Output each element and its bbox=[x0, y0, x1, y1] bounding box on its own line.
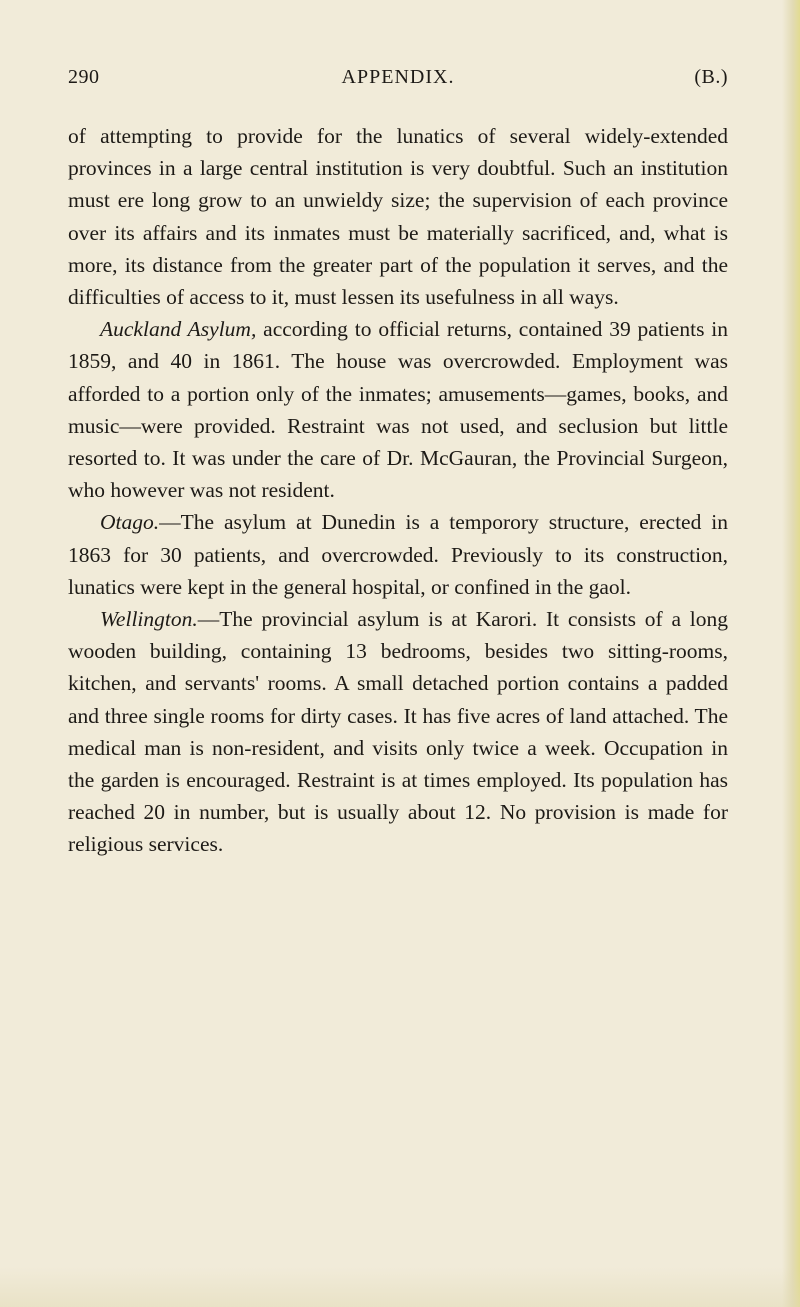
paragraph-auckland bbox=[68, 313, 728, 506]
paragraph-text: —The asylum at Dunedin is a temporory structure, erected in 1863 for 30 patients, and overcrowded. Previously to its construction, lunatics were kept in the general hospital, or confined in the gaol. bbox=[68, 510, 728, 599]
paragraph-lead: Wellington. bbox=[100, 607, 198, 632]
page-number: 290 bbox=[68, 66, 100, 88]
paragraph-otago bbox=[68, 506, 728, 603]
running-head bbox=[68, 66, 728, 96]
paragraph-text: —The provincial asylum is at Karori. It consists of a long wooden building, containing 13 bedrooms, besides two sitting-rooms, kitchen, and servants' rooms. A small detached portion contains a padded and three single rooms for dirty cases. It has five acres of land attached. The medical man is non-resident, and visits only twice a week. Occupation in the garden is encouraged. Restraint is at times employed. Its population has reached 20 in number, but is usually about 12. No provision is made for religious services. bbox=[68, 607, 728, 857]
paragraph-lead: Otago. bbox=[100, 510, 160, 535]
paragraph-continuation bbox=[68, 120, 728, 313]
paragraph-wellington bbox=[68, 603, 728, 861]
page-edge-shading bbox=[782, 0, 800, 1307]
section-mark: (B.) bbox=[694, 66, 728, 88]
paragraph-text: of attempting to provide for the lunatics of several widely-extended provinces in a large central institution is very doubtful. Such an institution must ere long grow to an unwieldy size; the supervision of each province over its affairs and its inmates must be materially sacrificed, and, what is more, its distance from the greater part of the population it serves, and the difficulties of access to it, must lessen its usefulness in all ways. bbox=[68, 124, 728, 310]
running-title: APPENDIX. bbox=[341, 66, 455, 88]
paragraph-lead: Auckland Asylum, bbox=[100, 317, 257, 342]
page-bottom-shading bbox=[0, 1267, 800, 1307]
paragraph-text: according to official returns, contained 39 patients in 1859, and 40 in 1861. The house was overcrowded. Employment was afforded to a portion only of the inmates; amusements—games, books, and music—were provided. Restraint was not used, and seclusion but little resorted to. It was under the care of Dr. McGauran, the Provincial Surgeon, who however was not resident. bbox=[68, 317, 728, 503]
body-text bbox=[68, 120, 728, 861]
